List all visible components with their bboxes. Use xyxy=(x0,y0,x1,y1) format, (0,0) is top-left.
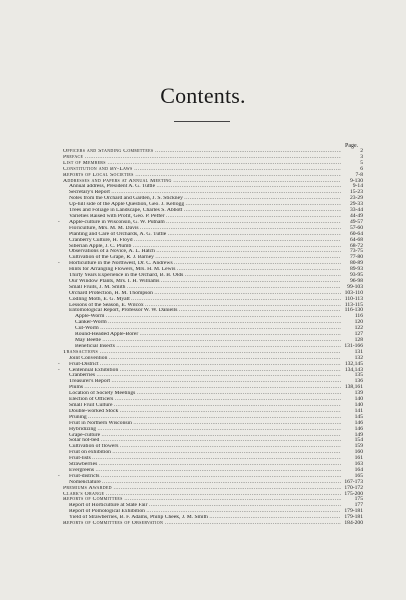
toc-entry-label: Fruit-District ..... xyxy=(69,362,341,368)
toc-entry-label: Double-worked Stock ..... xyxy=(69,409,341,415)
toc-entry-pages: 132 xyxy=(341,356,363,362)
toc-entry-pages: 145 xyxy=(341,415,363,421)
toc-entry-label: Varieties Raised with Profit, Geo. P. Peffer ..... xyxy=(69,214,341,220)
toc-entry-label: Secretary's Report ..... xyxy=(69,190,341,196)
toc-entry-pages: 134,143 xyxy=(341,368,363,374)
toc-entry-label: Small Fruits, J. M. Smith ..... xyxy=(69,285,341,291)
toc-entry-pages: 15-23 xyxy=(341,190,363,196)
toc-entry-label: Lessons of the Season, E. Wilcox ..... xyxy=(69,303,341,309)
toc-entry-pages: 122 xyxy=(341,326,363,332)
toc-entry-pages: 23-29 xyxy=(341,196,363,202)
toc-entry-label: Our Window Plants, Mrs. I. H. Williams ..... xyxy=(69,279,341,285)
toc-entry-label: Premiums Awarded ..... xyxy=(63,486,341,492)
toc-entry-label: Hybridizing ..... xyxy=(69,427,341,433)
toc-entry-label: Addresses and Papers at Annual Meeting ..... xyxy=(63,179,341,185)
toc-entry-pages: 175-200 xyxy=(341,492,363,498)
toc-entry-pages: 49-57 xyxy=(341,220,363,226)
toc-entry-label: May Beetle ..... xyxy=(75,338,341,344)
toc-entry-label: Cultivation of the Grape, R. J. Barney ..... xyxy=(69,255,341,261)
toc-entry-pages: 9-14 xyxy=(341,184,363,190)
toc-entry-pages: 149 xyxy=(341,433,363,439)
toc-entry-label: Reports of Committees of Observation ..... xyxy=(63,521,341,527)
toc-entry-label: Reports of Local Societies ..... xyxy=(63,173,341,179)
page-column-heading: Page. xyxy=(345,143,359,149)
toc-entry-label: Fruit-districts ..... xyxy=(69,474,341,480)
toc-entry-label: Cranberries ..... xyxy=(69,373,341,379)
toc-entry-label: Annual address, President A. G. Tuttle ..... xyxy=(69,184,341,190)
toc-entry-label: Small Fruit Culture ..... xyxy=(69,403,341,409)
page-title: Contents. xyxy=(160,83,246,108)
toc-entry-label: Joint Convention ..... xyxy=(69,356,341,362)
toc-entry-pages: 139 xyxy=(341,391,363,397)
toc-entry-label: Evergreens ..... xyxy=(69,468,341,474)
toc-entry-label: Orchard Protection, H. M. Thompson ..... xyxy=(69,291,341,297)
toc-entry-label: Report of Horticulture at State Fair ..... xyxy=(69,503,341,509)
toc-entry-pages: 3 xyxy=(341,155,363,161)
toc-entry-pages: 160 xyxy=(341,450,363,456)
toc-entry-label: Pruning ..... xyxy=(69,415,341,421)
toc-entry-label: Plums ..... xyxy=(69,385,341,391)
toc-entry-pages: 170-172 xyxy=(341,486,363,492)
toc-entry-label: Cultivation of flowers ..... xyxy=(69,444,341,450)
toc-entry-pages: 146 xyxy=(341,427,363,433)
toc-entry-pages: 5 xyxy=(341,161,363,167)
margin-mark: - xyxy=(58,219,60,225)
toc-entry-pages: 179-181 xyxy=(341,509,363,515)
toc-entry-pages: 116 xyxy=(341,314,363,320)
toc-entry-pages: 163 xyxy=(341,462,363,468)
toc-entry-pages: 64-68 xyxy=(341,238,363,244)
toc-entry-pages: 33-44 xyxy=(341,208,363,214)
toc-entry-pages: 116-130 xyxy=(341,308,363,314)
toc-entry-pages: 179-181 xyxy=(341,515,363,521)
margin-mark: - xyxy=(58,261,60,267)
toc-entry-label: Hints for Arranging Flowers, Mrs. H. M. Lewis ..... xyxy=(69,267,341,273)
table-of-contents xyxy=(58,148,363,527)
toc-entry-label: Entomological Report, Professor W. W. Daniells ..... xyxy=(69,308,341,314)
toc-entry-pages: 165 xyxy=(341,474,363,480)
toc-entry-label: Strawberries ..... xyxy=(69,462,341,468)
toc-entry-label: Horticulture in the Northwest, Dr. C. Andrews ..... xyxy=(69,261,341,267)
toc-entry-label: Apple-Worm ..... xyxy=(75,314,341,320)
toc-entry-pages: 135 xyxy=(341,373,363,379)
toc-entry-pages: 6 xyxy=(341,167,363,173)
margin-mark: - xyxy=(58,367,60,373)
toc-entry-pages: 110-113 xyxy=(341,297,363,303)
toc-entry-pages: 161 xyxy=(341,456,363,462)
title-rule xyxy=(174,121,230,122)
toc-entry-pages: 138,161 xyxy=(341,385,363,391)
toc-entry-label: Constitution and By-Laws ..... xyxy=(63,167,341,173)
toc-entry-label: Clark's Orange ..... xyxy=(63,492,341,498)
toc-entry-label: Cranberry Culture, H. Floyd ..... xyxy=(69,238,341,244)
toc-entry-pages: 103-110 xyxy=(341,291,363,297)
toc-entry-label: Fruit on exhibition ..... xyxy=(69,450,341,456)
toc-entry-label: Round-Headed Apple-Borer ..... xyxy=(75,332,341,338)
toc-entry-pages: 136 xyxy=(341,379,363,385)
toc-entry-label: Notes from the Orchard and Garden, J. S. Stickney ..... xyxy=(69,196,341,202)
toc-entry-label: Canker-Worm ..... xyxy=(75,320,341,326)
toc-entry-pages: 29-33 xyxy=(341,202,363,208)
toc-entry-pages: 44-49 xyxy=(341,214,363,220)
toc-entry-pages: 159 xyxy=(341,444,363,450)
toc-entry-label: Officers and Standing Committees ..... xyxy=(63,149,341,155)
toc-entry-pages: 128 xyxy=(341,338,363,344)
toc-entry-label: Up-hill side of the Apple Question, Geo. J. Kellogg ..... xyxy=(69,202,341,208)
toc-entry-pages: 99-103 xyxy=(341,285,363,291)
toc-entry-pages: 127 xyxy=(341,332,363,338)
toc-entry-pages: 57-60 xyxy=(341,226,363,232)
toc-entry-pages: 113-115 xyxy=(341,303,363,309)
toc-entry-label: Solar hot-bed ..... xyxy=(69,438,341,444)
toc-entry-label: Planting and Care of Orchards, A. G. Tuttle ..... xyxy=(69,232,341,238)
toc-entry-label: Centennial Exhibition ..... xyxy=(69,368,341,374)
toc-entry-pages: 141 xyxy=(341,409,363,415)
toc-entry-pages: 120 xyxy=(341,320,363,326)
toc-entry-pages: 132,145 xyxy=(341,362,363,368)
toc-entry-pages: 77-80 xyxy=(341,255,363,261)
toc-entry-pages: 7-8 xyxy=(341,173,363,179)
toc-entry-label: Treasurer's Report ..... xyxy=(69,379,341,385)
margin-mark: - xyxy=(58,361,60,367)
toc-entry-pages: 177 xyxy=(341,503,363,509)
toc-entry-pages: 184-200 xyxy=(341,521,363,527)
toc-entry-pages: 140 xyxy=(341,403,363,409)
toc-entry-label: Siberian Apple, J. C. Plumb ..... xyxy=(69,244,341,250)
toc-entry-label: Transactions ..... xyxy=(63,350,341,356)
toc-entry-label: Report of Pomological Exhibition ..... xyxy=(69,509,341,515)
toc-entry-pages: 146 xyxy=(341,421,363,427)
toc-entry-pages: 89-93 xyxy=(341,267,363,273)
toc-entry-pages: 2 xyxy=(341,149,363,155)
toc-entry-label: Fruit in Northern Wisconsin ..... xyxy=(69,421,341,427)
toc-entry-label: Fruit-lists ..... xyxy=(69,456,341,462)
toc-entry-pages: 96-98 xyxy=(341,279,363,285)
toc-entry-label: Reports of Committees ..... xyxy=(63,497,341,503)
toc-entry-label: Preface ..... xyxy=(63,155,341,161)
toc-entry-pages: 131 xyxy=(341,350,363,356)
toc-entry-pages: 68-72 xyxy=(341,244,363,250)
toc-entry-label: Beneficial Insects ..... xyxy=(75,344,341,350)
toc-entry-pages: 60-64 xyxy=(341,232,363,238)
toc-entry-label: Codling Moth, E. G. Myatt ..... xyxy=(69,297,341,303)
toc-entry-label: Apple-culture in Wisconsin, G. W. Putnam ..... xyxy=(69,220,341,226)
toc-entry-pages: 9-130 xyxy=(341,179,363,185)
toc-entry-pages: 175 xyxy=(341,497,363,503)
toc-entry-label: Observations of a Novice, A. L. Hatch ..... xyxy=(69,249,341,255)
toc-entry-pages: 80-89 xyxy=(341,261,363,267)
toc-entry-label: Grape-culture ..... xyxy=(69,433,341,439)
toc-entry-pages: 131-166 xyxy=(341,344,363,350)
toc-entry-label: Trees and Foliage in Landscape, Charles S. Abbott ..... xyxy=(69,208,341,214)
toc-entry-pages: 140 xyxy=(341,397,363,403)
toc-entry-pages: 73-75 xyxy=(341,249,363,255)
toc-entry-label: Floriculture, Mrs. M. M. Davis ..... xyxy=(69,226,341,232)
toc-entry-label: Nomenclature ..... xyxy=(69,480,341,486)
toc-entry-label: Election of Officers ..... xyxy=(69,397,341,403)
toc-entry-label: Cut-Worm ..... xyxy=(75,326,341,332)
toc-entry-pages: 154 xyxy=(341,438,363,444)
toc-entry-pages: 167-173 xyxy=(341,480,363,486)
toc-entry-label: List of Members ..... xyxy=(63,161,341,167)
toc-entry-pages: 93-95 xyxy=(341,273,363,279)
toc-entry xyxy=(63,521,363,527)
toc-entry-label: Thirty Years Experience in the Orchard, B. B. Olds ..... xyxy=(69,273,341,279)
margin-mark: - xyxy=(58,473,60,479)
toc-entry-label: Yield of Strawberries, B. F. Adams, Philip Cheek, J. M. Smith ..... xyxy=(69,515,341,521)
toc-entry-label: Location of Society Meetings ..... xyxy=(69,391,341,397)
toc-entry-pages: 164 xyxy=(341,468,363,474)
